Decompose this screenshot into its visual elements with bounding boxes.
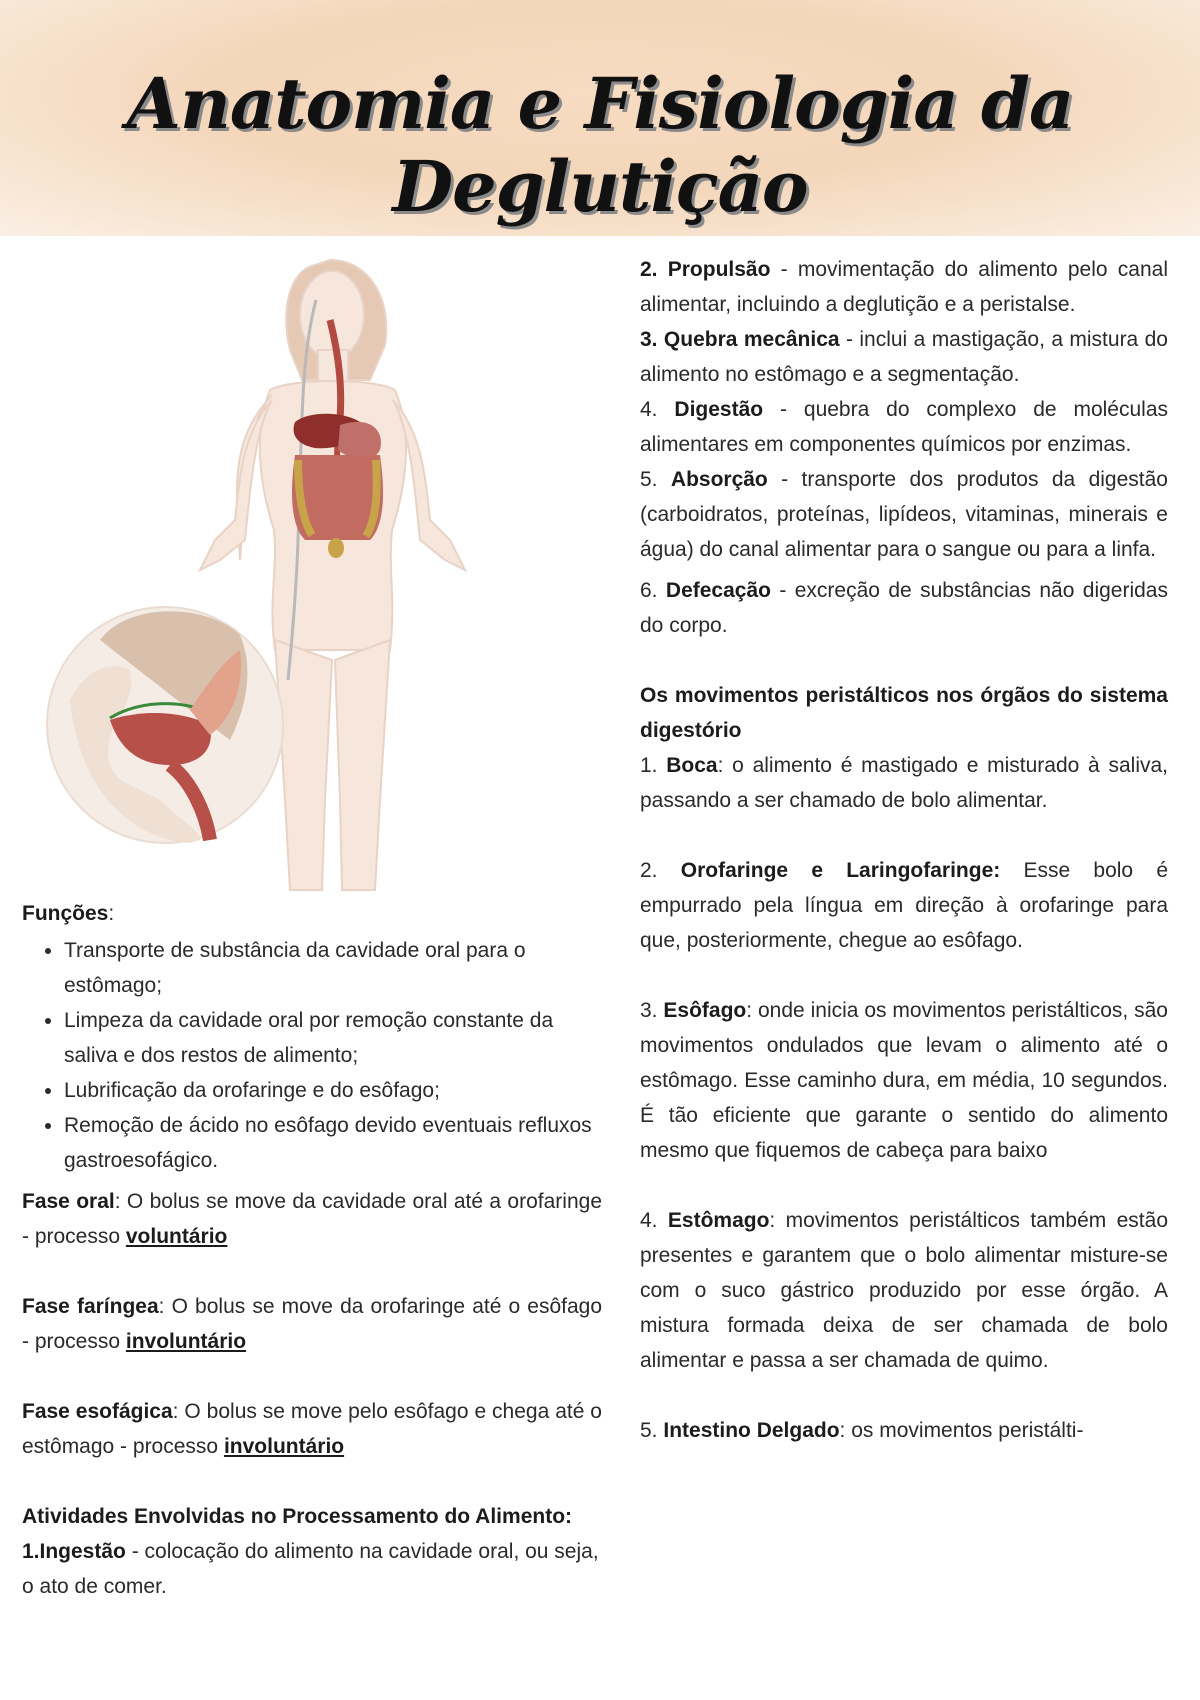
activity-item: 3. Quebra mecânica - inclui a mastigação, a mistura do alimento no estômago e a segmentação.	[640, 328, 1168, 386]
activity-item: 1.Ingestão - colocação do alimento na cavidade oral, ou seja, o ato de comer.	[22, 1540, 599, 1598]
page-title: Anatomia e Fisiologia da Deglutição	[126, 62, 1074, 228]
phase-name: Fase esofágica	[22, 1400, 173, 1423]
peristalsis-heading: Os movimentos peristálticos nos órgãos do sistema digestório	[640, 684, 1168, 742]
activity-item: 6. Defecação - excreção de substâncias não digeridas do corpo.	[640, 579, 1168, 637]
functions-heading-line: Funções:	[22, 902, 115, 925]
peristalsis-item: 1. Boca: o alimento é mastigado e misturado à saliva, passando a ser chamado de bolo alimentar.	[640, 754, 1168, 812]
phase-esophageal	[22, 1394, 602, 1464]
functions-list	[22, 933, 602, 1178]
title-banner	[0, 0, 1200, 236]
peristalsis-item: 2. Orofaringe e Laringofaringe: Esse bolo é empurrado pela língua em direção à orofaringe para que, posteriormente, chegue ao esôfago.	[640, 859, 1169, 952]
activities-heading: Atividades Envolvidas no Processamento do Alimento:	[22, 1505, 573, 1528]
activity-item: 4. Digestão - quebra do complexo de moléculas alimentares em componentes químicos por enzimas.	[640, 398, 1168, 456]
phase-text: : O bolus se move da cavidade oral até a orofaringe - processo	[22, 1190, 602, 1248]
head-cross-section	[47, 607, 283, 843]
right-column	[640, 252, 1168, 1448]
peristalsis-item: 4. Estômago: movimentos peristálticos também estão presentes e garantem que o bolo alimentar misture-se com o suco gástrico produzido por esse órgão. A mistura formada deixa de ser chamada de bolo alimentar e passa a ser chamada de quimo.	[640, 1209, 1169, 1372]
phase-text: : O bolus se move da orofaringe até o esôfago - processo	[22, 1295, 602, 1353]
phase-oral	[22, 1184, 602, 1254]
phase-text: : O bolus se move pelo esôfago e chega até o estômago - processo	[22, 1400, 602, 1458]
list-item: • Transporte de substância da cavidade oral para o estômago;	[64, 933, 602, 1003]
activity-item: 5. Absorção - transporte dos produtos da digestão (carboidratos, proteínas, lipídeos, vitaminas, minerais e água) do canal alimentar para o sangue ou para a linfa.	[640, 468, 1168, 561]
list-item: • Remoção de ácido no esôfago devido eventuais refluxos gastroesofágico.	[64, 1108, 602, 1178]
peristalsis-item: 5. Intestino Delgado: os movimentos peristálti-	[640, 1419, 1084, 1442]
list-item: • Limpeza da cavidade oral por remoção constante da saliva e dos restos de alimento;	[64, 1003, 602, 1073]
list-item: • Lubrificação da orofaringe e do esôfago;	[64, 1073, 602, 1108]
phase-type: involuntário	[125, 1330, 247, 1353]
phase-type: voluntário	[125, 1225, 228, 1248]
left-column	[22, 896, 602, 1604]
activity-item: 2. Propulsão - movimentação do alimento pelo canal alimentar, incluindo a deglutição e a peristalse.	[640, 258, 1168, 316]
functions-heading: Funções	[22, 902, 109, 925]
phase-pharyngeal	[22, 1289, 602, 1359]
digestive-system-illustration	[40, 240, 600, 900]
phase-name: Fase oral	[22, 1190, 115, 1213]
peristalsis-item: 3. Esôfago: onde inicia os movimentos peristálticos, são movimentos ondulados que levam o alimento até o estômago. Esse caminho dura, em média, 10 segundos. É tão eficiente que garante o sentido do alimento mesmo que fiquemos de cabeça para baixo	[640, 999, 1168, 1162]
phase-type: involuntário	[223, 1435, 345, 1458]
phase-name: Fase faríngea	[22, 1295, 159, 1318]
